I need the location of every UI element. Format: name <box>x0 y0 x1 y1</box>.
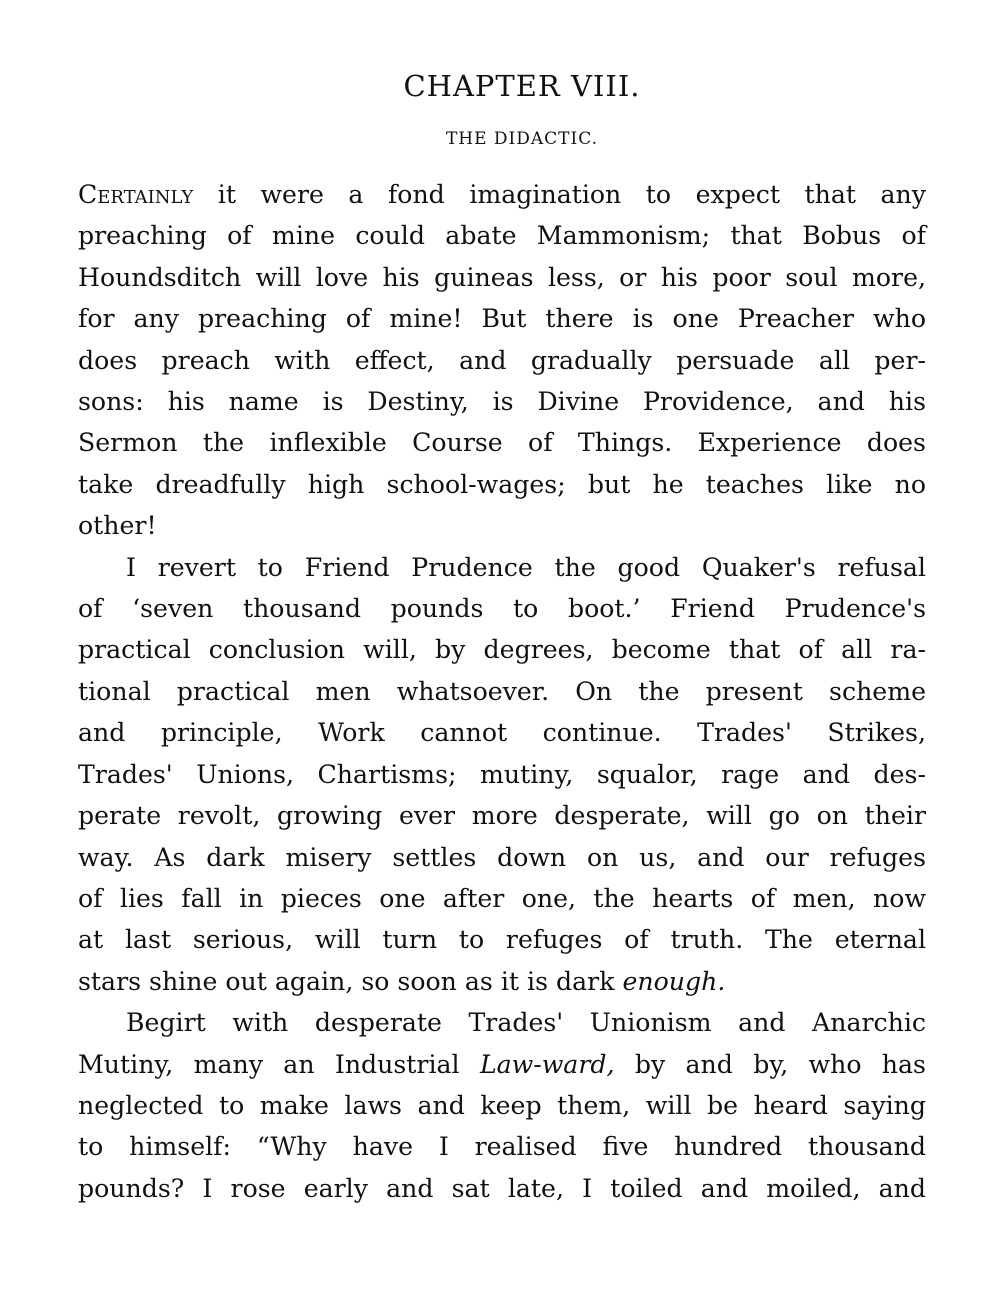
text-line-content: it were a fond imagination to expect that any <box>217 180 927 209</box>
text-line: Sermon the inflexible Course of Things. Experience does <box>78 428 926 458</box>
paragraph-1 <box>78 174 926 547</box>
body-text <box>78 174 926 1209</box>
text-line <box>78 1044 926 1085</box>
text-line: and principle, Work cannot continue. Trades' Strikes, <box>78 718 926 748</box>
text-line: Trades' Unions, Chartisms; mutiny, squalor, rage and des- <box>78 759 926 789</box>
chapter-subtitle: THE DIDACTIC. <box>445 129 599 149</box>
text-line: Begirt with desperate Trades' Unionism and Anarchic <box>126 1008 926 1038</box>
italic-word: Law-ward, <box>479 1049 615 1079</box>
text-line: sons: his name is Destiny, is Divine Providence, and his <box>78 387 926 417</box>
paragraph-3 <box>78 1002 926 1209</box>
text-line: I revert to Friend Prudence the good Quaker's refusal <box>126 552 926 582</box>
text-line <box>78 174 926 215</box>
text-line: neglected to make laws and keep them, will be heard saying <box>78 1090 926 1120</box>
text-line: does preach with effect, and gradually persuade all per- <box>78 345 926 375</box>
text-line: take dreadfully high school-wages; but he teaches like no <box>78 469 926 499</box>
text-line: at last serious, will turn to refuges of truth. The eternal <box>78 925 926 955</box>
text-line: way. As dark misery settles down on us, and our refuges <box>78 842 926 872</box>
text-line: other! <box>78 511 157 541</box>
text-line: preaching of mine could abate Mammonism; that Bobus of <box>78 221 926 251</box>
text-line: to himself: “Why have I realised five hundred thousand <box>78 1132 926 1162</box>
text-line-content: Mutiny, many an Industrial <box>78 1049 460 1079</box>
book-page <box>78 62 926 1209</box>
text-line: pounds? I rose early and sat late, I toiled and moiled, and <box>78 1173 926 1203</box>
paragraph-2 <box>78 547 926 1002</box>
text-line <box>78 961 926 1002</box>
text-line-content: stars shine out again, so soon as it is dark <box>78 966 615 996</box>
text-line: of lies fall in pieces one after one, the hearts of men, now <box>78 883 926 913</box>
text-line: practical conclusion will, by degrees, become that of all ra- <box>78 635 926 665</box>
italic-word: enough. <box>622 966 726 996</box>
text-line: for any preaching of mine! But there is one Preacher who <box>78 304 926 334</box>
text-line-content: by and by, who has <box>634 1049 926 1079</box>
lead-word: Certainly <box>78 180 194 209</box>
chapter-title: CHAPTER VIII. <box>403 69 641 103</box>
text-line: perate revolt, growing ever more desperate, will go on their <box>78 801 926 831</box>
text-line: tional practical men whatsoever. On the present scheme <box>78 676 926 706</box>
text-line: Houndsditch will love his guineas less, or his poor soul more, <box>78 262 926 292</box>
text-line: of ‘seven thousand pounds to boot.’ Friend Prudence's <box>78 594 926 624</box>
